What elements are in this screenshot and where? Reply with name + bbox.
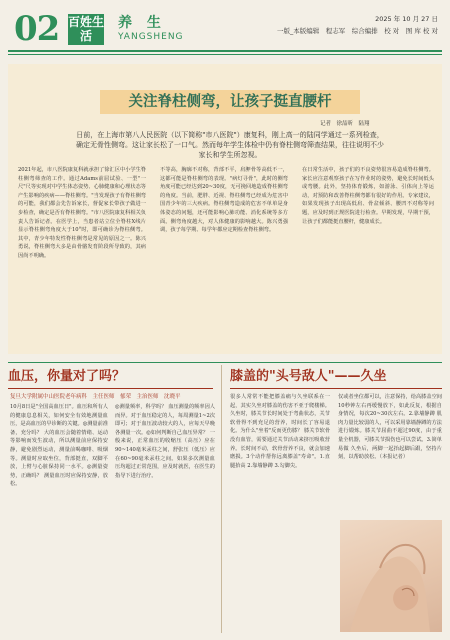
top-article-byline: 记者 徐喆昕 陆翔 [320,121,370,127]
top-article-headline: 关注脊柱侧弯，让孩子挺直腰杆 [128,94,332,110]
editor-line: 一版_本版编辑 程志军 综合编排 校 对 图 库 校 对 [276,27,438,35]
blood-pressure-column-1: 10月8日是"全国高血压日"。血压和所有人的健康息息相关，如何安全有效地测量血压，是高血压的早诊断的关键。◎测量前准备，充分吗？ 大的血压会随着情绪、运动等影响而发生波动，所以测量前应保持安静，避免剧烈运动，测量前喝咖啡、吸烟等。测量时应取坐位，背部挺直，双脚平放，上臂与心脏保持同一水平。◎测量姿势，正确吗？ 测量血压时应保持安静，放松。 [10,404,108,488]
knee-article-title: 膝盖的"头号敌人"——久坐 [230,369,387,384]
section-divider [8,362,442,363]
blood-pressure-title: 血压，你量对了吗？ [8,369,126,384]
top-article-column-1: 2021年起，市八医院康复科就承担了徐汇区中小学生脊柱侧弯筛查的工作。通过Adams前屈试验、一型"一尺"尺等实现对中学生体态姿势、心肺健康和心理状态等产生影响的疾病——脊柱侧弯。"当发现孩子有脊柱侧弯的可能，我们都会先告诉家长，督促家长带孩子做进一步检查，确定是否有脊柱侧弯。"市八医院康复科相关负责人告诉记者。在医学上，当患者站立位全脊柱X线片显示脊柱侧弯角度大于10°时，即可确诊为脊柱侧弯。其中，青少年特发性脊柱侧弯是常见的原因之一。陈兴勇说，脊柱侧弯大多是由骨骼发育阶段所导致的，其病因尚不明确。 [18,167,146,259]
section-title: 养 生 [118,15,166,31]
header-rule [8,50,442,52]
knee-article-title-rule [230,388,442,389]
blood-pressure-column-2: ◎测量频率，科学吗？ 血压测量的频率因人而异。对于血压稳定的人，每周测量1~2次即可；对于血压波动较大的人，应每天早晚各测量一次。◎如何判断自己血压异常？ 一般来说，正常血压的收缩压（高压）应在90~140毫米汞柱之间，舒张压（低压）应在60~90毫米汞柱之间。如果多次测量血压均超过正常范围，应及时就医，在医生的指导下进行治疗。 [115,404,215,479]
knee-article-column-2: 仅或者坐位都可以，注意保持，给高膝盖空间 10秒钟左右再缓慢放下，如此反复，根据自身情况，每次20~30次左右。2.靠墙静蹲 肌肉力量比较弱的人，可以采用靠墙静蹲的方法进行锻炼。膝关节屈曲不超过90度，由于重量全机器，可膝关节损伤也可以尝试。3.简单易做 久坐后，两脚一起抬起脚后跟，坚持片刻，以帮助放松。（本报记者） [338,394,442,461]
knee-photo [340,520,442,632]
page-header [8,8,442,50]
knee-article-column-1: 很多人常常不能把膝盖痛与久坐联系在一起，其实久坐对膝盖的伤害不亚于爬楼梯。久坐时，膝关节长时间处于弯曲状态，关节软骨得不到充足的营养，时间长了容易退化。为什么"坐着"反而更伤膝？ 膝关节软骨没有血管，需要通过关节活动来挤压吸收营养。长时间不动，软骨营养不良，就会加速磨损。3个动作帮你远离膝盖"寿命"。1.直腿抬高 2.靠墙静蹲 3.勾脚尖。 [230,394,330,469]
issue-date: 2025 年 10 月 27 日 [375,15,438,23]
section-title-en: YANGSHENG [118,32,184,42]
knee-illustration-icon [340,520,442,632]
blood-pressure-byline: 复旦大学附属中山医院老年病科 主任医师 郁荣 主治医师 沈晓平 [10,394,181,400]
top-article-column-3: 在日常生活中，孩子们的不良姿势很容易造成脊柱侧弯。家长应注意观察孩子在写作业时的姿势，避免长时间低头或弯腰。此外，坚持体育锻炼，如游泳、引体向上等运动，对预防和改善脊柱侧弯都有很好的作用。专家建议，如果发现孩子出现高低肩、骨盆倾斜、腰凹不对称等问题，应及时到正规医院进行检查。早期发现，早期干预，让孩子们都能挺直腰杆，健康成长。 [302,167,434,225]
blood-pressure-title-rule [8,388,213,389]
page-number: 02 [14,9,60,49]
top-article-column-2: 不等高，胸廓不对称，背部不平，肩胛骨等高低不一，这都可能是脊柱侧弯的表现。"病灯寻骨"，此时的侧弯角度可能已经达到20~30度，无可挽回地造成脊柱侧弯的角度。当前，肥胖、近视、脊柱侧弯已经成为危害中国青少年的三大疾病。脊柱侧弯造成的危害不单单是身体姿态的问题，还可能影响心肺功能、消化系统等多方面。侧弯角度越大，对人体健康的影响越大。陈兴勇强调，孩子每学期、每学年都应定期检查脊柱侧弯。 [160,167,288,234]
column-divider [221,365,222,633]
header-rule-thin [8,54,442,55]
brand-badge: 百姓生活 [68,15,105,43]
top-article-lead: 日前，在上海市第八人民医院（以下简称"市八医院"）康复科，刚上高一的陆同学通过一系列检查，确定无骨性侧弯。这让家长松了一口气。然而每年学生体检中仍有脊柱侧弯筛查结果，往往说明不少家长和学生所忽视。 [76,131,384,159]
